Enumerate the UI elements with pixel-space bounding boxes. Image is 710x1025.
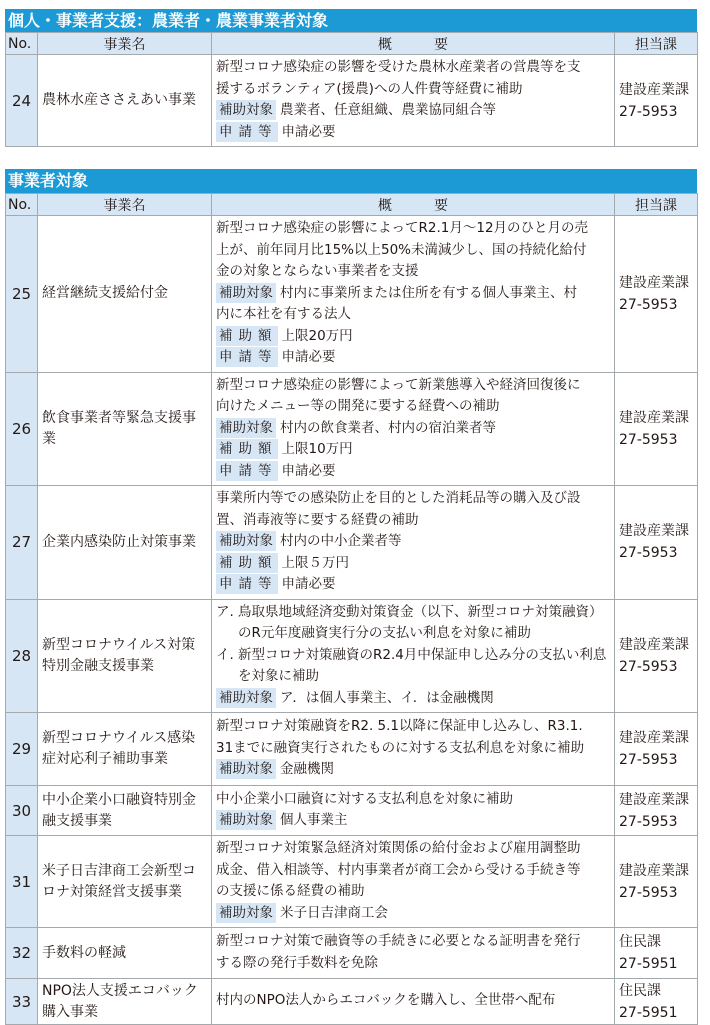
column-header-name: 事業名 xyxy=(38,194,212,216)
column-header-name: 事業名 xyxy=(38,33,212,55)
overview-line: 新型コロナ対策緊急経済対策関係の給付金および雇用調整助 xyxy=(216,840,581,856)
section-title: 事業者対象 xyxy=(5,169,697,193)
support-table xyxy=(5,32,698,147)
field-value: 申請必要 xyxy=(281,123,336,140)
field-label: 補助対象 xyxy=(216,688,276,708)
field-value: 農業者、任意組織、農業協同組合等 xyxy=(280,102,496,118)
project-overview xyxy=(212,55,615,147)
field-target xyxy=(216,810,611,832)
field-application xyxy=(216,122,611,144)
table-row xyxy=(6,979,698,1025)
department-name: 建設産業課 xyxy=(619,791,689,808)
department-name: 建設産業課 xyxy=(619,730,689,746)
project-overview xyxy=(212,786,615,836)
row-number: 29 xyxy=(6,713,38,786)
section-title: 個人・事業者支援：農業者・農業事業者対象 xyxy=(5,9,697,32)
field-label: 補助額 xyxy=(216,439,278,459)
list-marker: ア. xyxy=(216,603,234,620)
section-agriculture xyxy=(5,9,697,147)
overview-line: 上が、前年同月比15%以上50%未満減少し、国の持続化給付 xyxy=(216,241,587,258)
project-overview xyxy=(212,372,615,486)
department xyxy=(615,372,698,486)
project-overview xyxy=(212,216,615,373)
field-target xyxy=(216,418,611,440)
list-marker: イ. xyxy=(216,646,234,663)
department-phone: 27-5953 xyxy=(619,545,678,562)
department xyxy=(615,786,698,836)
row-number: 25 xyxy=(6,216,38,373)
field-label: 補助対象 xyxy=(216,903,276,923)
department-phone: 27-5953 xyxy=(619,431,678,448)
field-label: 申請等 xyxy=(216,347,278,367)
row-number: 27 xyxy=(6,486,38,600)
field-target xyxy=(216,688,611,710)
field-label: 補助対象 xyxy=(216,100,276,120)
project-overview xyxy=(212,599,615,713)
overview-line: 新型コロナ感染症の影響によって新業態導入や経済回復後に xyxy=(216,376,581,393)
list-item xyxy=(216,602,611,645)
row-number: 32 xyxy=(6,928,38,979)
field-target xyxy=(216,283,611,305)
department-phone: 27-5953 xyxy=(619,103,678,120)
field-value: 村内に事業所または住所を有する個人事業主、村 xyxy=(280,284,577,301)
list-item-text: 鳥取県地域経済変動対策資金（以下、新型コロナ対策融資）のR元年度融資実行分の支払い利息を対象に補助 xyxy=(238,603,603,641)
row-number: 30 xyxy=(6,786,38,836)
field-label: 申請等 xyxy=(216,574,278,594)
row-number: 26 xyxy=(6,372,38,486)
overview-line: 新型コロナ対策融資をR2. 5.1以降に保証申し込みし、R3.1. xyxy=(216,718,583,735)
row-number: 24 xyxy=(6,55,38,147)
table-row xyxy=(6,836,698,928)
column-header-dept: 担当課 xyxy=(615,194,698,216)
department-name: 住民課 xyxy=(619,982,661,999)
field-target xyxy=(216,759,611,781)
project-name: 新型コロナウイルス感染症対応利子補助事業 xyxy=(38,713,212,786)
overview-line: 中小企業小口融資に対する支払利息を対象に補助 xyxy=(216,790,513,807)
field-label: 補助額 xyxy=(216,326,278,346)
project-name: 経営継続支援給付金 xyxy=(38,216,212,373)
project-overview xyxy=(212,928,615,979)
column-header-overview: 概 要 xyxy=(212,194,615,216)
overview-line: 事業所内等での感染防止を目的とした消耗品等の購入及び設 xyxy=(216,490,581,506)
row-number: 28 xyxy=(6,599,38,713)
field-value: 金融機関 xyxy=(280,761,334,778)
support-table xyxy=(5,193,698,1025)
department xyxy=(615,216,698,373)
overview-line: 成金、借入相談等、村内事業者が商工会から受ける手続き等 xyxy=(216,861,581,878)
field-application xyxy=(216,574,611,596)
table-row xyxy=(6,486,698,600)
overview-line: 援するボランティア(援農)への人件費等経費に補助 xyxy=(216,80,523,97)
project-overview xyxy=(212,486,615,600)
department xyxy=(615,486,698,600)
project-overview xyxy=(212,979,615,1025)
table-row xyxy=(6,928,698,979)
project-name: 手数料の軽減 xyxy=(38,928,212,979)
field-amount xyxy=(216,326,611,348)
field-label: 補助対象 xyxy=(216,810,276,830)
department xyxy=(615,928,698,979)
field-application xyxy=(216,461,611,483)
column-header-dept: 担当課 xyxy=(615,33,698,55)
overview-line: する際の発行手数料を免除 xyxy=(216,954,378,971)
section-business xyxy=(5,169,697,1025)
project-name: 飲食事業者等緊急支援事業 xyxy=(38,372,212,486)
list-item-text: 新型コロナ対策融資のR2.4月中保証申し込み分の支払い利息を対象に補助 xyxy=(238,646,607,684)
department-phone: 27-5951 xyxy=(619,1004,678,1021)
department-name: 建設産業課 xyxy=(619,523,689,540)
field-application xyxy=(216,347,611,369)
table-row xyxy=(6,216,698,373)
project-overview xyxy=(212,713,615,786)
overview-line: の支援に係る経費の補助 xyxy=(216,883,365,899)
project-name: 企業内感染防止対策事業 xyxy=(38,486,212,600)
project-overview xyxy=(212,836,615,928)
field-label: 補助対象 xyxy=(216,418,276,438)
department-name: 建設産業課 xyxy=(619,636,689,653)
field-value: 上限５万円 xyxy=(281,554,349,571)
department-phone: 27-5953 xyxy=(619,296,678,313)
department xyxy=(615,713,698,786)
field-value: 上限10万円 xyxy=(281,441,353,457)
department-name: 住民課 xyxy=(619,934,661,950)
field-value: 上限20万円 xyxy=(281,327,353,344)
field-value: ア．は個人事業主、イ．は金融機関 xyxy=(280,689,494,706)
overview-line: 31までに融資実行されたものに対する支払利息を対象に補助 xyxy=(216,739,585,756)
table-header-row xyxy=(6,194,698,216)
list-item xyxy=(216,645,611,688)
overview-line: 新型コロナ感染症の影響によってR2.1月～12月のひと月の売 xyxy=(216,220,589,236)
field-label: 申請等 xyxy=(216,461,278,481)
department-phone: 27-5953 xyxy=(619,752,678,768)
table-header-row xyxy=(6,33,698,55)
row-number: 31 xyxy=(6,836,38,928)
field-label: 申請等 xyxy=(216,122,278,142)
field-value: 申請必要 xyxy=(281,576,336,592)
field-target xyxy=(216,903,611,925)
overview-line: 新型コロナ感染症の影響を受けた農林水産業者の営農等を支 xyxy=(216,59,581,75)
field-value-continued: 内に本社を有する法人 xyxy=(216,306,351,322)
department-phone: 27-5953 xyxy=(619,813,678,830)
row-number: 33 xyxy=(6,979,38,1025)
field-label: 補助額 xyxy=(216,553,278,573)
table-row xyxy=(6,713,698,786)
overview-line: 新型コロナ対策で融資等の手続きに必要となる証明書を発行 xyxy=(216,933,581,949)
project-name: 農林水産ささえあい事業 xyxy=(38,55,212,147)
department-phone: 27-5953 xyxy=(619,884,678,901)
project-name: 新型コロナウイルス対策特別金融支援事業 xyxy=(38,599,212,713)
department-phone: 27-5951 xyxy=(619,956,678,972)
project-name: 中小企業小口融資特別金融支援事業 xyxy=(38,786,212,836)
field-value: 申請必要 xyxy=(281,462,336,479)
department-name: 建設産業課 xyxy=(619,274,689,291)
field-value: 個人事業主 xyxy=(280,812,348,828)
department xyxy=(615,55,698,147)
department-name: 建設産業課 xyxy=(619,81,689,98)
table-row xyxy=(6,55,698,147)
column-header-no: No. xyxy=(6,194,38,216)
field-label: 補助対象 xyxy=(216,283,276,303)
overview-line: 向けたメニュー等の開発に要する経費への補助 xyxy=(216,398,500,414)
department-name: 建設産業課 xyxy=(619,409,689,426)
field-label: 補助対象 xyxy=(216,759,276,779)
field-value: 村内の飲食業者、村内の宿泊業者等 xyxy=(280,419,496,436)
overview-line: 置、消毒液等に要する経費の補助 xyxy=(216,511,419,528)
field-label: 補助対象 xyxy=(216,531,276,551)
column-header-no: No. xyxy=(6,33,38,55)
department-name: 建設産業課 xyxy=(619,862,689,879)
field-value: 申請必要 xyxy=(281,349,336,365)
department xyxy=(615,836,698,928)
overview-line: 村内のNPO法人からエコバックを購入し、全世帯へ配布 xyxy=(216,992,556,1009)
table-row xyxy=(6,372,698,486)
field-value: 村内の中小企業者等 xyxy=(280,533,402,549)
field-value: 米子日吉津商工会 xyxy=(280,904,388,921)
column-header-overview: 概 要 xyxy=(212,33,615,55)
field-amount xyxy=(216,439,611,461)
project-name: 米子日吉津商工会新型コロナ対策経営支援事業 xyxy=(38,836,212,928)
department xyxy=(615,979,698,1025)
table-row xyxy=(6,786,698,836)
project-name: NPO法人支援エコバック購入事業 xyxy=(38,979,212,1025)
field-target xyxy=(216,100,611,122)
field-amount xyxy=(216,553,611,575)
department xyxy=(615,599,698,713)
overview-line: 金の対象とならない事業者を支援 xyxy=(216,263,419,279)
department-phone: 27-5953 xyxy=(619,658,678,675)
table-row xyxy=(6,599,698,713)
field-target xyxy=(216,531,611,553)
